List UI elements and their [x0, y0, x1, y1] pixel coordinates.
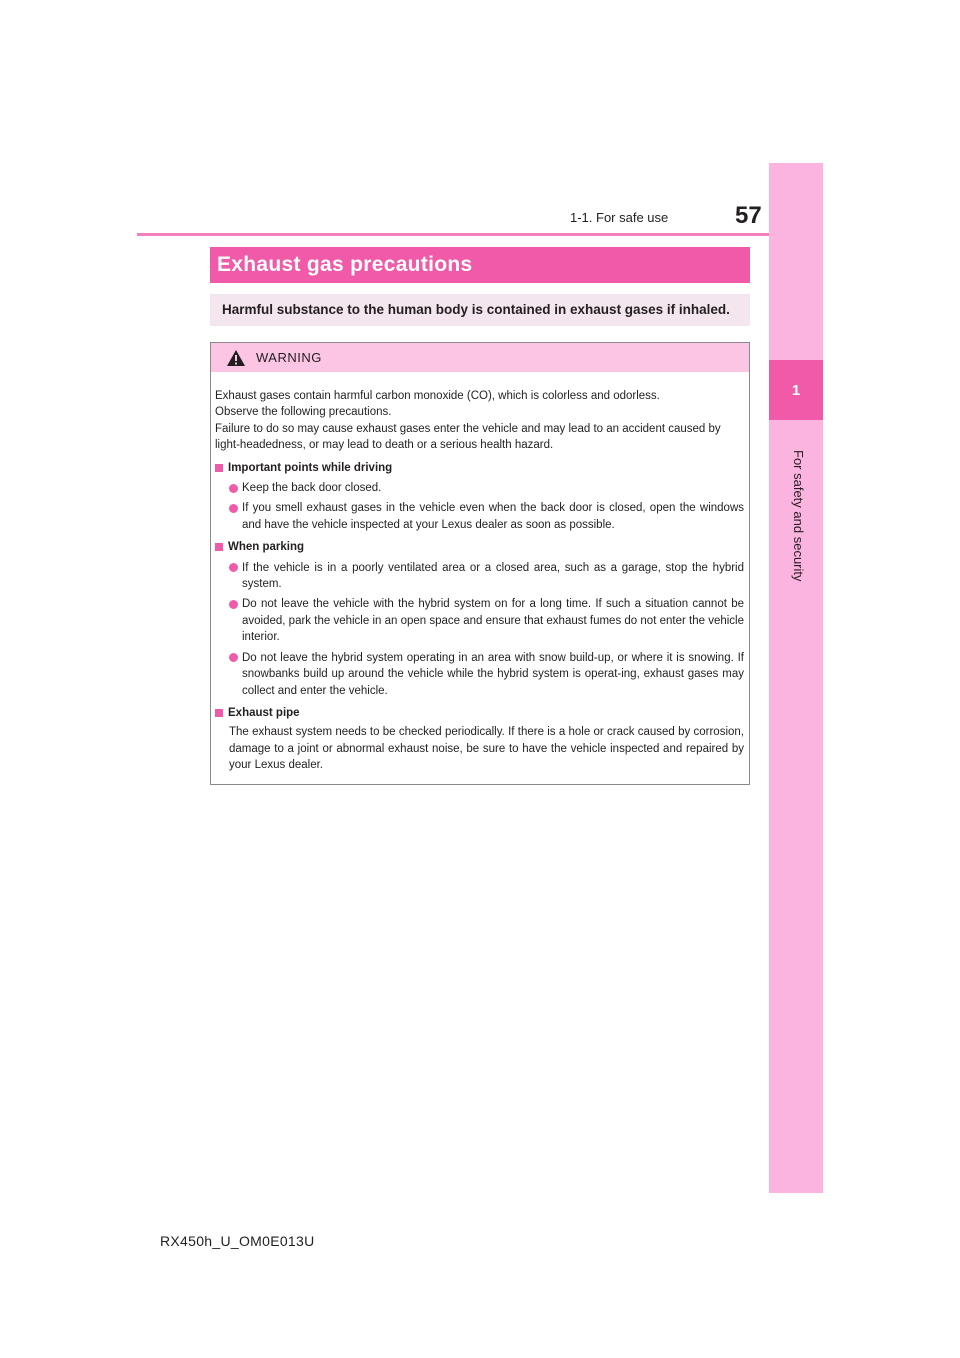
- circle-bullet-icon: [229, 484, 238, 493]
- warning-header: [211, 343, 749, 372]
- list-item: If you smell exhaust gases in the vehicle even when the back door is closed, open the windows and have the vehicle inspected at your Lexus dealer as soon as possible.: [229, 500, 744, 533]
- warning-subheading: Exhaust pipe: [215, 705, 744, 721]
- section-label: 1-1. For safe use: [570, 210, 669, 225]
- square-bullet-icon: [215, 709, 223, 717]
- chapter-side-tab: [769, 163, 823, 1193]
- warning-body: [211, 372, 749, 774]
- warning-intro-line: Exhaust gases contain harmful carbon monoxide (CO), which is colorless and odorless.: [215, 390, 660, 402]
- warning-intro-line: Observe the following precautions.: [215, 406, 392, 419]
- circle-bullet-icon: [229, 653, 238, 662]
- header-rule: [137, 233, 823, 236]
- warning-intro-line: Failure to do so may cause exhaust gases enter the vehicle and may lead to an accident caused by light-headedness, or may lead to death or a serious health hazard.: [215, 422, 721, 452]
- page-number: 57: [735, 202, 762, 229]
- square-bullet-icon: [215, 464, 223, 472]
- square-bullet-icon: [215, 543, 223, 551]
- chapter-number-tab[interactable]: 1: [769, 360, 823, 420]
- warning-label: WARNING: [256, 350, 322, 365]
- circle-bullet-icon: [229, 600, 238, 609]
- warning-subheading: When parking: [215, 539, 744, 555]
- warning-triangle-icon: [226, 349, 246, 367]
- warning-box: [210, 342, 750, 785]
- intro-summary: Harmful substance to the human body is contained in exhaust gases if inhaled.: [210, 294, 750, 326]
- chapter-title: For safety and security: [791, 450, 806, 582]
- circle-bullet-icon: [229, 504, 238, 513]
- list-item: Do not leave the vehicle with the hybrid system on for a long time. If such a situation cannot be avoided, park the vehicle in an open space and ensure that exhaust fumes do not enter the vehicle interior.: [229, 596, 744, 645]
- list-item: Do not leave the hybrid system operating in an area with snow build-up, or where it is snowing. If snowbanks build up around the vehicle while the hybrid system is operat-ing, exhaust gases may collect and enter the vehicle.: [229, 650, 744, 699]
- circle-bullet-icon: [229, 563, 238, 572]
- warning-subheading: Important points while driving: [215, 460, 744, 476]
- warning-paragraph: The exhaust system needs to be checked periodically. If there is a hole or crack caused by corrosion, damage to a joint or abnormal exhaust noise, be sure to have the vehicle inspected and repaired by your Lexus dealer.: [229, 726, 744, 772]
- section-title: Exhaust gas precautions: [210, 247, 750, 283]
- list-item: If the vehicle is in a poorly ventilated area or a closed area, such as a garage, stop the hybrid system.: [229, 560, 744, 593]
- document-code: RX450h_U_OM0E013U: [160, 1233, 315, 1249]
- list-item: Keep the back door closed.: [229, 480, 744, 496]
